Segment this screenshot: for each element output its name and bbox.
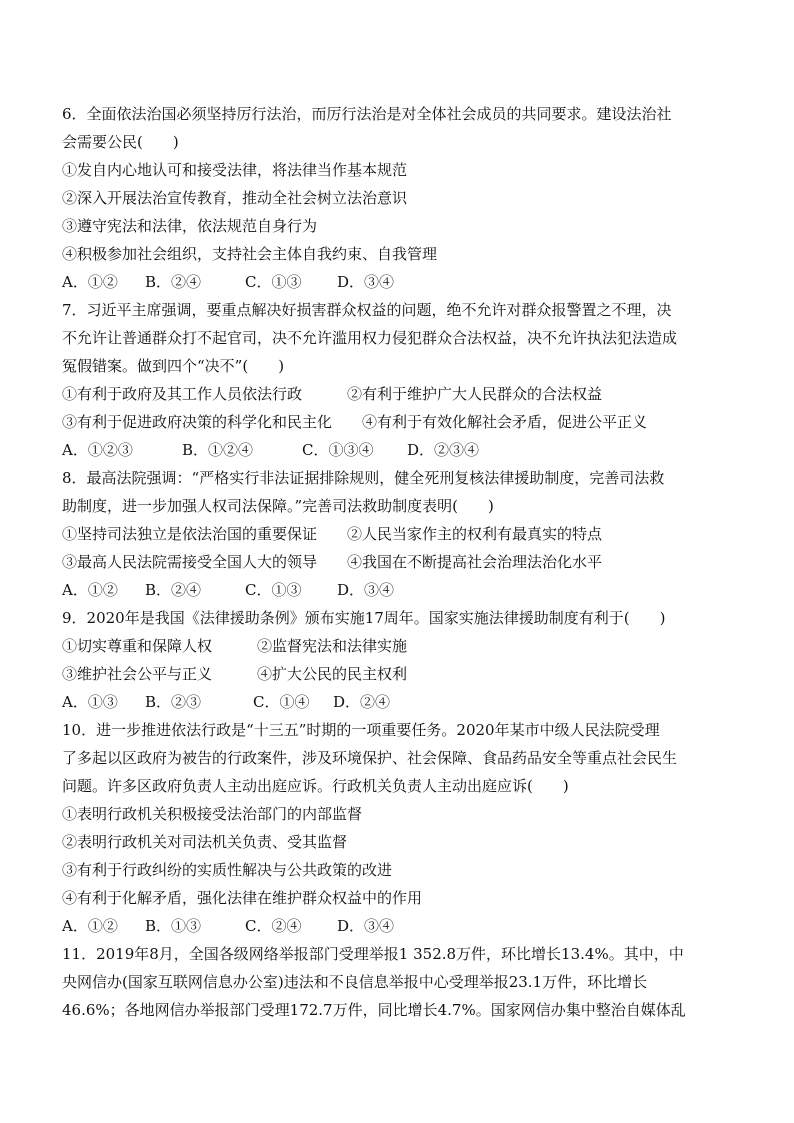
option-c: C．①③④ bbox=[302, 441, 374, 459]
option-d: D．②③④ bbox=[407, 441, 480, 459]
option-b: B．①③ bbox=[145, 917, 202, 935]
option-d: D．②④ bbox=[333, 693, 391, 711]
answer-options bbox=[62, 916, 742, 936]
question-stem: 不允许让普通群众打不起官司，决不允许滥用权力侵犯群众合法权益，决不允许执法犯法造成 bbox=[62, 329, 678, 347]
statement-item: ③最高人民法院需接受全国人大的领导 ④我国在不断提高社会治理法治化水平 bbox=[62, 553, 603, 571]
question-stem: 11．2019年8月，全国各级网络举报部门受理举报1 352.8万件，环比增长13.4%。其中，中 bbox=[62, 945, 684, 963]
statement-item: ②表明行政机关对司法机关负责、受其监督 bbox=[62, 833, 348, 851]
statement-item: ①坚持司法独立是依法治国的重要保证 ②人民当家作主的权利有最真实的特点 bbox=[62, 525, 603, 543]
statement-item: ③维护社会公平与正义 ④扩大公民的民主权利 bbox=[62, 665, 408, 683]
option-b: B．②③ bbox=[145, 693, 202, 711]
statement-item: ①有利于政府及其工作人员依法行政 ②有利于维护广大人民群众的合法权益 bbox=[62, 385, 603, 403]
question-stem: 9．2020年是我国《法律援助条例》颁布实施17周年。国家实施法律援助制度有利于( ) bbox=[62, 609, 666, 627]
question-stem: 会需要公民( ) bbox=[62, 133, 179, 151]
option-c: C．②④ bbox=[245, 917, 302, 935]
question-stem: 10．进一步推进依法行政是“十三五”时期的一项重要任务。2020年某市中级人民法院受理 bbox=[62, 721, 660, 739]
option-d: D．③④ bbox=[337, 917, 395, 935]
option-a: A．①③ bbox=[62, 693, 118, 711]
option-b: B．①②④ bbox=[182, 441, 254, 459]
answer-options bbox=[62, 580, 742, 600]
question-stem: 央网信办(国家互联网信息办公室)违法和不良信息举报中心受理举报23.1万件，环比增长 bbox=[62, 973, 648, 991]
answer-options bbox=[62, 272, 742, 292]
option-c: C．①④ bbox=[253, 693, 310, 711]
statement-item: ①切实尊重和保障人权 ②监督宪法和法律实施 bbox=[62, 637, 408, 655]
statement-item: ②深入开展法治宣传教育，推动全社会树立法治意识 bbox=[62, 189, 408, 207]
statement-item: ①发自内心地认可和接受法律，将法律当作基本规范 bbox=[62, 161, 408, 179]
option-a: A．①② bbox=[62, 917, 118, 935]
question-stem: 问题。许多区政府负责人主动出庭应诉。行政机关负责人主动出庭应诉( ) bbox=[62, 777, 569, 795]
statement-item: ③有利于促进政府决策的科学化和民主化 ④有利于有效化解社会矛盾，促进公平正义 bbox=[62, 413, 648, 431]
answer-options bbox=[62, 692, 742, 712]
answer-options bbox=[62, 440, 742, 460]
statement-item: ③遵守宪法和法律，依法规范自身行为 bbox=[62, 217, 318, 235]
option-a: A．①② bbox=[62, 581, 118, 599]
question-stem: 7．习近平主席强调，要重点解决好损害群众权益的问题，绝不允许对群众报警置之不理，决 bbox=[62, 301, 672, 319]
statement-item: ③有利于行政纠纷的实质性解决与公共政策的改进 bbox=[62, 861, 393, 879]
option-a: A．①②③ bbox=[62, 441, 133, 459]
question-stem: 助制度，进一步加强人权司法保障。”完善司法救助制度表明( ) bbox=[62, 497, 494, 515]
question-stem: 6．全面依法治国必须坚持厉行法治，而厉行法治是对全体社会成员的共同要求。建设法治社 bbox=[62, 105, 672, 123]
statement-item: ④积极参加社会组织，支持社会主体自我约束、自我管理 bbox=[62, 245, 438, 263]
option-c: C．①③ bbox=[245, 273, 302, 291]
option-d: D．③④ bbox=[337, 581, 395, 599]
question-stem: 了多起以区政府为被告的行政案件，涉及环境保护、社会保障、食品药品安全等重点社会民生 bbox=[62, 749, 678, 767]
question-stem: 46.6%；各地网信办举报部门受理172.7万件，同比增长4.7%。国家网信办集中整治自媒体乱 bbox=[62, 1001, 686, 1019]
statement-item: ①表明行政机关积极接受法治部门的内部监督 bbox=[62, 805, 363, 823]
option-c: C．①③ bbox=[245, 581, 302, 599]
option-a: A．①② bbox=[62, 273, 118, 291]
option-d: D．③④ bbox=[337, 273, 395, 291]
statement-item: ④有利于化解矛盾，强化法律在维护群众权益中的作用 bbox=[62, 889, 423, 907]
question-stem: 冤假错案。做到四个“决不”( ) bbox=[62, 357, 285, 375]
question-stem: 8．最高法院强调：“严格实行非法证据排除规则，健全死刑复核法律援助制度，完善司法救 bbox=[62, 469, 665, 487]
option-b: B．②④ bbox=[145, 581, 202, 599]
option-b: B．②④ bbox=[145, 273, 202, 291]
